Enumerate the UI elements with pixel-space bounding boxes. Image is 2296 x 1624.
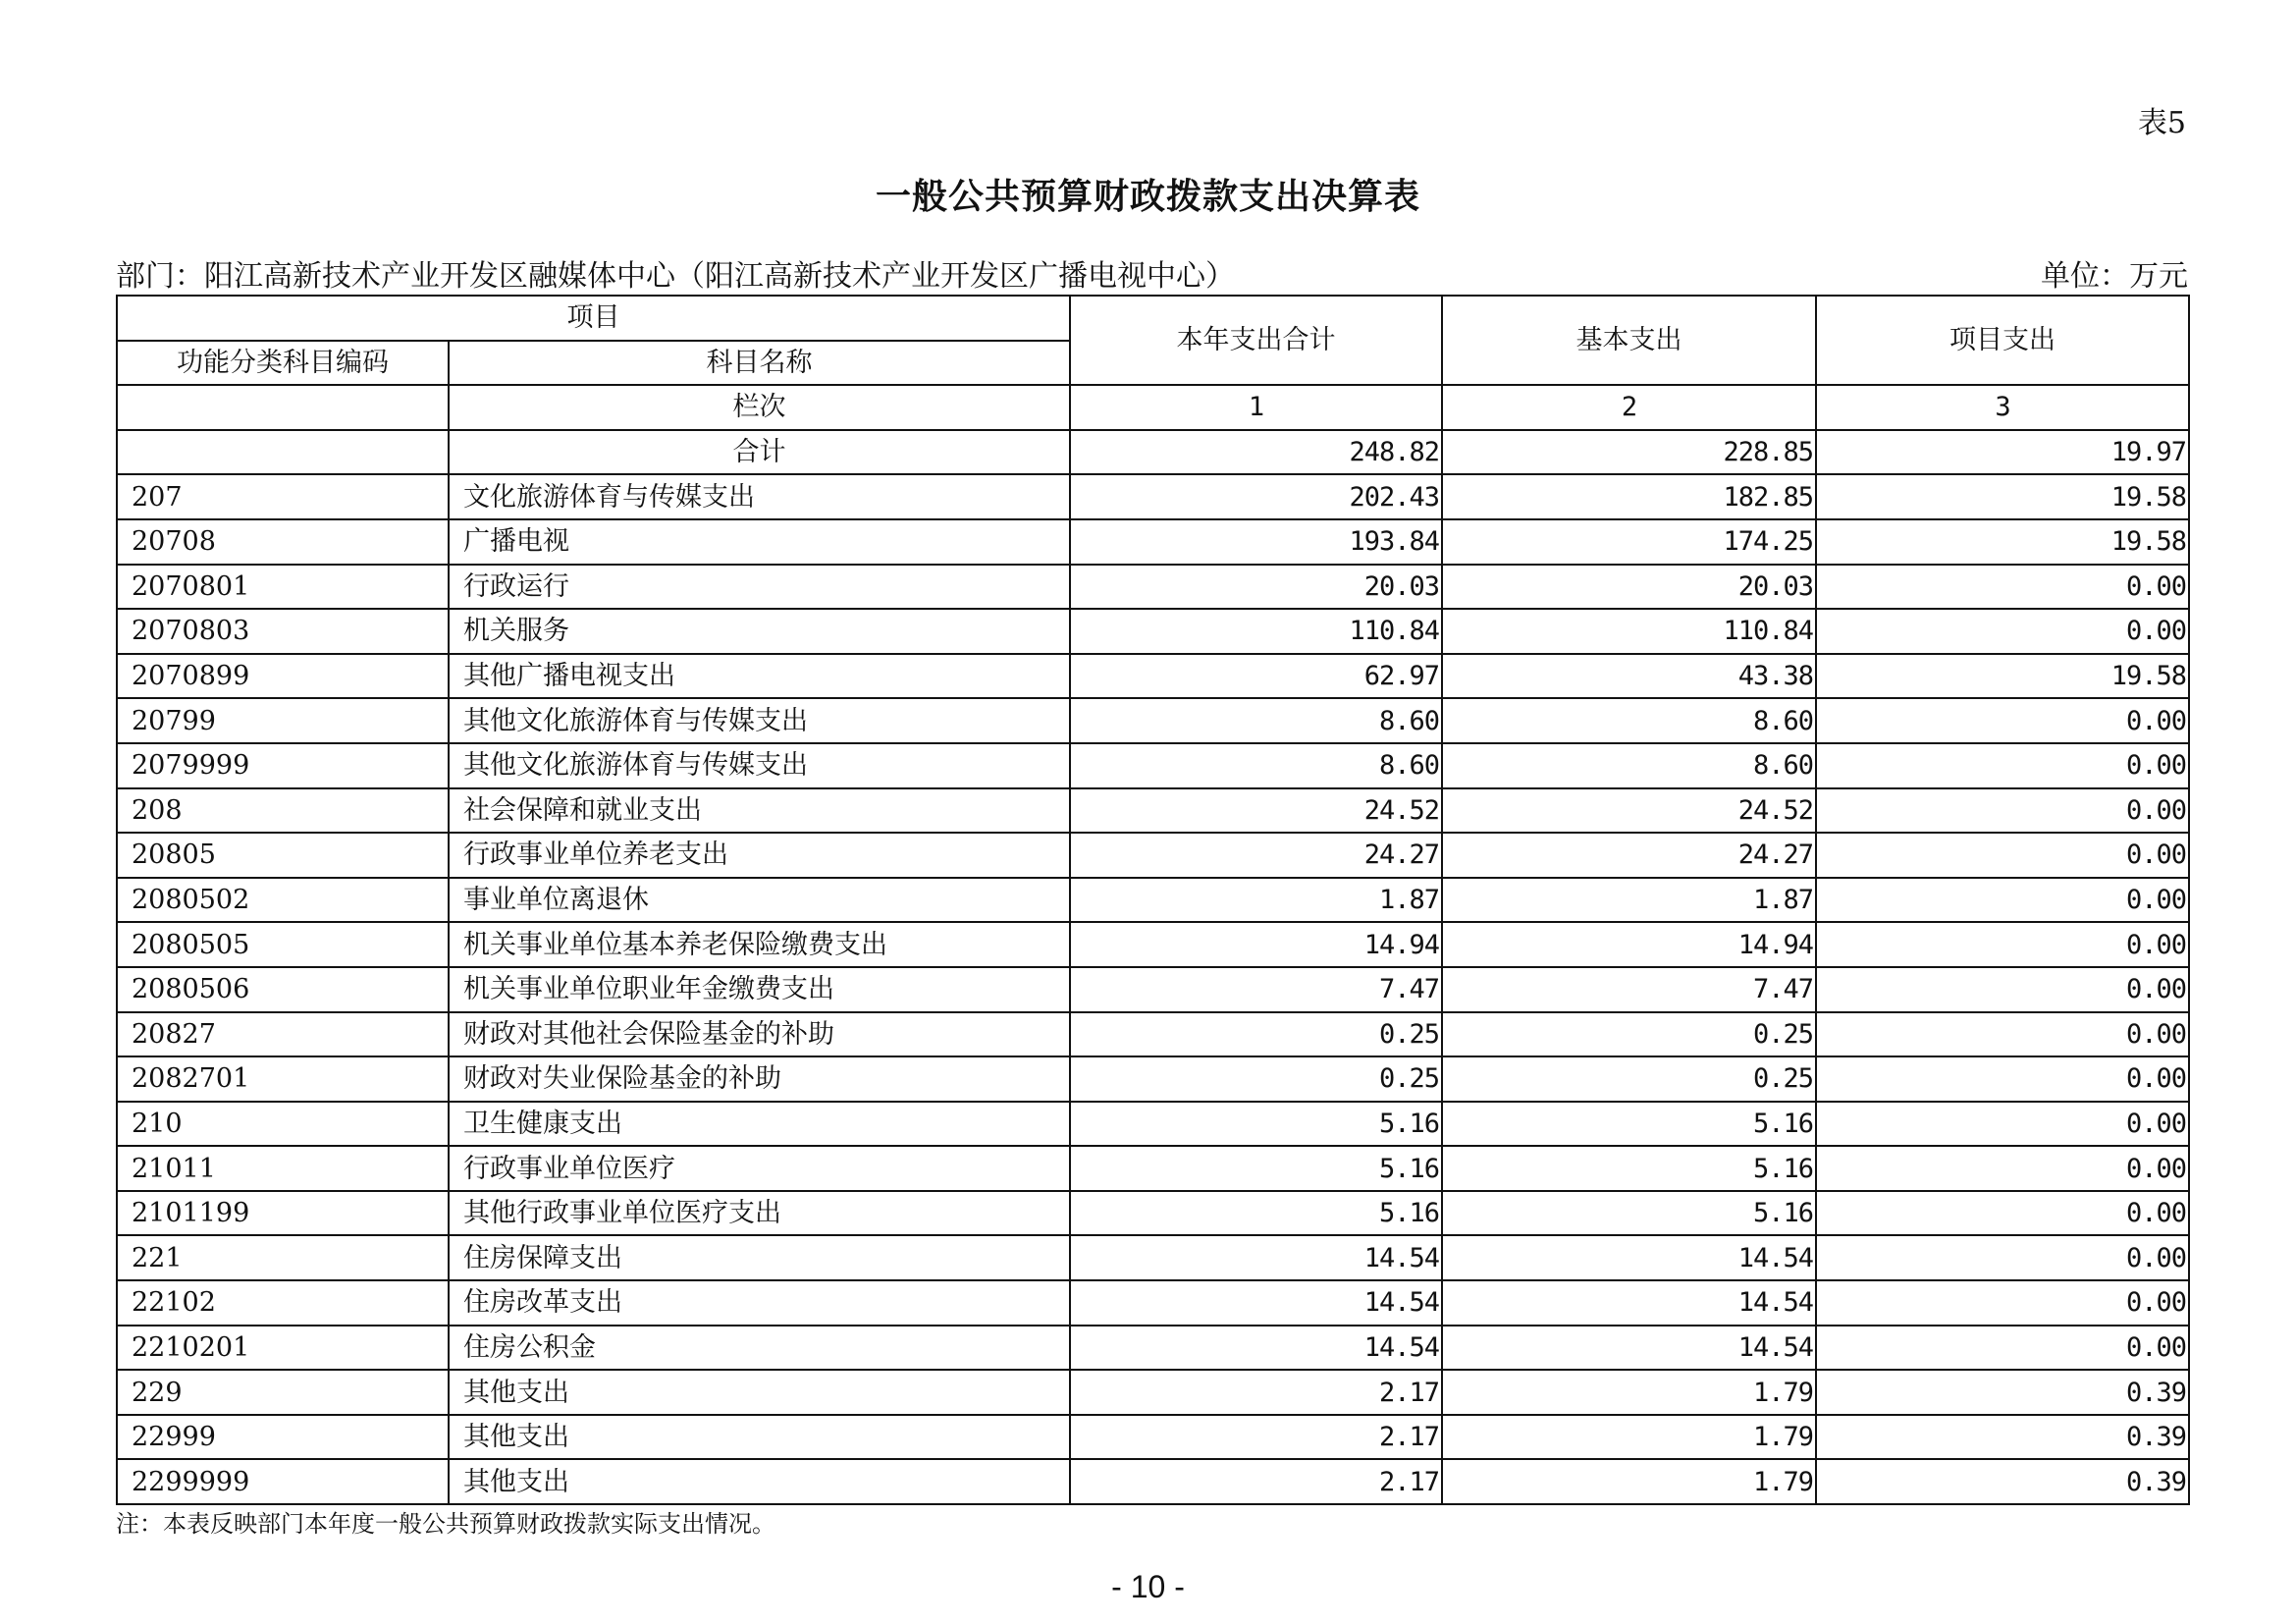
total-project: 19.97 — [1816, 430, 2189, 475]
table-row — [117, 1459, 2189, 1504]
department-label: 部门：阳江高新技术产业开发区融媒体中心（阳江高新技术产业开发区广播电视中心） — [116, 259, 1235, 294]
row-project: 19.58 — [1816, 519, 2189, 565]
column-index-row — [117, 385, 2189, 430]
row-name: 其他广播电视支出 — [449, 654, 1070, 699]
row-basic: 1.79 — [1442, 1370, 1816, 1415]
row-total: 62.97 — [1070, 654, 1442, 699]
column-index-label: 栏次 — [449, 385, 1070, 430]
table-row — [117, 519, 2189, 565]
table-row — [117, 1415, 2189, 1460]
row-project: 19.58 — [1816, 474, 2189, 519]
row-basic: 24.52 — [1442, 788, 1816, 834]
row-code: 208 — [117, 788, 449, 834]
row-project: 0.00 — [1816, 1056, 2189, 1102]
row-total: 0.25 — [1070, 1056, 1442, 1102]
row-total: 5.16 — [1070, 1191, 1442, 1236]
row-total: 14.54 — [1070, 1326, 1442, 1371]
row-total: 110.84 — [1070, 609, 1442, 654]
row-name: 住房公积金 — [449, 1326, 1070, 1371]
header-row-1 — [117, 296, 2189, 341]
table-row — [117, 1326, 2189, 1371]
row-basic: 174.25 — [1442, 519, 1816, 565]
row-basic: 14.54 — [1442, 1280, 1816, 1326]
total-code-empty — [117, 430, 449, 475]
header-project-expense: 项目支出 — [1816, 296, 2189, 385]
table-row — [117, 743, 2189, 788]
row-name: 其他行政事业单位医疗支出 — [449, 1191, 1070, 1236]
row-code: 21011 — [117, 1146, 449, 1191]
table-row — [117, 609, 2189, 654]
table-row — [117, 922, 2189, 967]
row-total: 5.16 — [1070, 1146, 1442, 1191]
table-row — [117, 1280, 2189, 1326]
row-total: 0.25 — [1070, 1012, 1442, 1057]
row-basic: 7.47 — [1442, 967, 1816, 1012]
table-row — [117, 878, 2189, 923]
row-name: 住房改革支出 — [449, 1280, 1070, 1326]
row-code: 2070803 — [117, 609, 449, 654]
row-project: 0.00 — [1816, 609, 2189, 654]
row-basic: 8.60 — [1442, 698, 1816, 743]
row-name: 行政事业单位养老支出 — [449, 833, 1070, 878]
row-total: 2.17 — [1070, 1459, 1442, 1504]
row-code: 20805 — [117, 833, 449, 878]
row-name: 其他支出 — [449, 1370, 1070, 1415]
row-project: 19.58 — [1816, 654, 2189, 699]
row-project: 0.00 — [1816, 698, 2189, 743]
row-project: 0.00 — [1816, 878, 2189, 923]
row-code: 2299999 — [117, 1459, 449, 1504]
row-total: 24.52 — [1070, 788, 1442, 834]
row-basic: 14.54 — [1442, 1235, 1816, 1280]
row-name: 机关事业单位职业年金缴费支出 — [449, 967, 1070, 1012]
row-total: 202.43 — [1070, 474, 1442, 519]
row-project: 0.00 — [1816, 1191, 2189, 1236]
row-name: 住房保障支出 — [449, 1235, 1070, 1280]
row-code: 221 — [117, 1235, 449, 1280]
row-name: 财政对其他社会保险基金的补助 — [449, 1012, 1070, 1057]
row-total: 193.84 — [1070, 519, 1442, 565]
row-total: 14.94 — [1070, 922, 1442, 967]
header-name: 科目名称 — [449, 341, 1070, 386]
table-row — [117, 1012, 2189, 1057]
table-row — [117, 1146, 2189, 1191]
row-code: 2210201 — [117, 1326, 449, 1371]
row-code: 2080505 — [117, 922, 449, 967]
row-name: 机关服务 — [449, 609, 1070, 654]
row-total: 14.54 — [1070, 1280, 1442, 1326]
row-code: 20827 — [117, 1012, 449, 1057]
row-name: 其他支出 — [449, 1459, 1070, 1504]
row-basic: 1.79 — [1442, 1415, 1816, 1460]
row-name: 其他文化旅游体育与传媒支出 — [449, 698, 1070, 743]
row-code: 2080502 — [117, 878, 449, 923]
row-name: 财政对失业保险基金的补助 — [449, 1056, 1070, 1102]
row-project: 0.39 — [1816, 1459, 2189, 1504]
row-project: 0.00 — [1816, 1235, 2189, 1280]
unit-label: 单位：万元 — [2041, 259, 2188, 294]
row-code: 229 — [117, 1370, 449, 1415]
column-index-3: 3 — [1816, 385, 2189, 430]
row-basic: 0.25 — [1442, 1056, 1816, 1102]
row-name: 行政事业单位医疗 — [449, 1146, 1070, 1191]
row-code: 2082701 — [117, 1056, 449, 1102]
row-total: 1.87 — [1070, 878, 1442, 923]
row-total: 8.60 — [1070, 698, 1442, 743]
table-row — [117, 833, 2189, 878]
table-row — [117, 1102, 2189, 1147]
row-project: 0.00 — [1816, 565, 2189, 610]
row-name: 行政运行 — [449, 565, 1070, 610]
total-basic: 228.85 — [1442, 430, 1816, 475]
row-basic: 1.79 — [1442, 1459, 1816, 1504]
row-project: 0.00 — [1816, 833, 2189, 878]
row-name: 文化旅游体育与传媒支出 — [449, 474, 1070, 519]
total-row — [117, 430, 2189, 475]
column-index-1: 1 — [1070, 385, 1442, 430]
row-code: 22999 — [117, 1415, 449, 1460]
table-row — [117, 788, 2189, 834]
table-row — [117, 1191, 2189, 1236]
table-row — [117, 654, 2189, 699]
row-project: 0.00 — [1816, 743, 2189, 788]
table-row — [117, 474, 2189, 519]
row-name: 机关事业单位基本养老保险缴费支出 — [449, 922, 1070, 967]
row-project: 0.00 — [1816, 1102, 2189, 1147]
row-basic: 110.84 — [1442, 609, 1816, 654]
row-code: 22102 — [117, 1280, 449, 1326]
row-basic: 20.03 — [1442, 565, 1816, 610]
table-note: 注：本表反映部门本年度一般公共预算财政拨款实际支出情况。 — [116, 1510, 775, 1538]
row-name: 卫生健康支出 — [449, 1102, 1070, 1147]
row-code: 2101199 — [117, 1191, 449, 1236]
row-basic: 0.25 — [1442, 1012, 1816, 1057]
row-basic: 5.16 — [1442, 1146, 1816, 1191]
row-name: 其他支出 — [449, 1415, 1070, 1460]
row-code: 2070801 — [117, 565, 449, 610]
row-basic: 182.85 — [1442, 474, 1816, 519]
table-row — [117, 1235, 2189, 1280]
row-total: 20.03 — [1070, 565, 1442, 610]
table-number: 表5 — [2137, 106, 2186, 140]
table-row — [117, 1056, 2189, 1102]
row-project: 0.00 — [1816, 788, 2189, 834]
row-code: 2079999 — [117, 743, 449, 788]
row-project: 0.00 — [1816, 1280, 2189, 1326]
row-code: 20708 — [117, 519, 449, 565]
page-title: 一般公共预算财政拨款支出决算表 — [875, 176, 1420, 217]
row-project: 0.39 — [1816, 1415, 2189, 1460]
row-basic: 8.60 — [1442, 743, 1816, 788]
row-total: 8.60 — [1070, 743, 1442, 788]
row-name: 广播电视 — [449, 519, 1070, 565]
row-code: 2070899 — [117, 654, 449, 699]
row-code: 20799 — [117, 698, 449, 743]
row-name: 社会保障和就业支出 — [449, 788, 1070, 834]
row-basic: 14.54 — [1442, 1326, 1816, 1371]
row-name: 其他文化旅游体育与传媒支出 — [449, 743, 1070, 788]
row-total: 24.27 — [1070, 833, 1442, 878]
row-basic: 5.16 — [1442, 1102, 1816, 1147]
row-basic: 43.38 — [1442, 654, 1816, 699]
row-total: 7.47 — [1070, 967, 1442, 1012]
header-basic: 基本支出 — [1442, 296, 1816, 385]
page-number: - 10 - — [1111, 1569, 1185, 1604]
row-total: 5.16 — [1070, 1102, 1442, 1147]
row-code: 210 — [117, 1102, 449, 1147]
row-code: 2080506 — [117, 967, 449, 1012]
row-total: 14.54 — [1070, 1235, 1442, 1280]
table-row — [117, 967, 2189, 1012]
row-project: 0.00 — [1816, 1146, 2189, 1191]
row-basic: 1.87 — [1442, 878, 1816, 923]
row-project: 0.00 — [1816, 1012, 2189, 1057]
row-basic: 14.94 — [1442, 922, 1816, 967]
column-index-empty — [117, 385, 449, 430]
row-project: 0.00 — [1816, 1326, 2189, 1371]
table-row — [117, 1370, 2189, 1415]
row-total: 2.17 — [1070, 1415, 1442, 1460]
row-basic: 5.16 — [1442, 1191, 1816, 1236]
row-code: 207 — [117, 474, 449, 519]
header-total: 本年支出合计 — [1070, 296, 1442, 385]
header-project: 项目 — [117, 296, 1070, 341]
total-amount: 248.82 — [1070, 430, 1442, 475]
row-total: 2.17 — [1070, 1370, 1442, 1415]
expenditure-table — [116, 295, 2190, 1505]
row-basic: 24.27 — [1442, 833, 1816, 878]
table-row — [117, 698, 2189, 743]
row-project: 0.00 — [1816, 922, 2189, 967]
row-project: 0.39 — [1816, 1370, 2189, 1415]
column-index-2: 2 — [1442, 385, 1816, 430]
header-code: 功能分类科目编码 — [117, 341, 449, 386]
row-project: 0.00 — [1816, 967, 2189, 1012]
row-name: 事业单位离退休 — [449, 878, 1070, 923]
table-row — [117, 565, 2189, 610]
total-label: 合计 — [449, 430, 1070, 475]
